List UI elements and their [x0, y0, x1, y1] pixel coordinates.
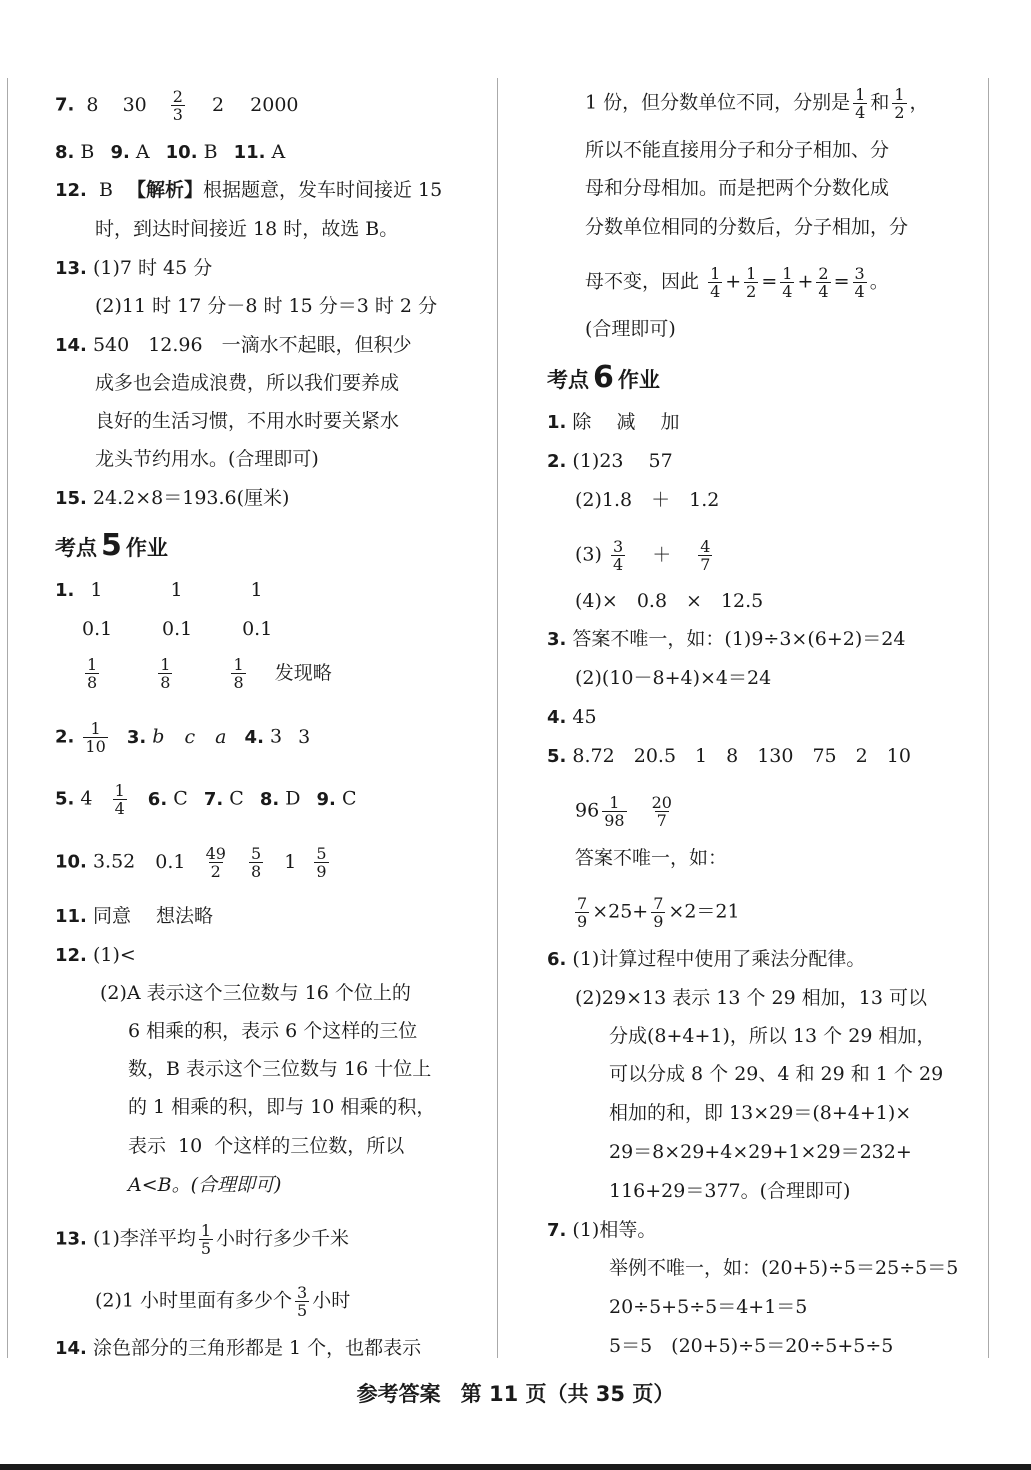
- page-footer: [0, 1378, 1031, 1408]
- fraction: $\frac{1}{2}$: [746, 264, 757, 301]
- s5-answer-12-line6: 表示 10 个这样的三位数，所以: [128, 1135, 405, 1157]
- s6-answer-2-line4: (4)× 0.8 × 12.5: [575, 590, 764, 612]
- continuation-line1: 1 份，但分数单位不同，分别是 $\frac{1}{4}$ 和 $\frac{1}{2}$ ，: [585, 85, 929, 122]
- fraction: $\frac{3}{4}$: [854, 264, 865, 301]
- section-heading-5: 考点 5 作业: [55, 528, 168, 563]
- s6-answer-5-line2: 96 $\frac{1}{98}$ $\frac{20}{7}$: [575, 793, 672, 830]
- answer-15: 15. 24.2×8＝193.6(厘米): [55, 487, 290, 509]
- s5-answer-12-line3: 6 相乘的积，表示 6 个这样的三位: [128, 1020, 418, 1042]
- s5-answer-13-line2: (2)1 小时里面有多少个 $\frac{3}{5}$ 小时: [95, 1283, 351, 1320]
- s5-answers-2-4: 2. $\frac{1}{10}$ 3. b c a 4. 3 3: [55, 719, 311, 756]
- right-margin-rule: [988, 78, 989, 1358]
- s6-answer-6: 6. (1)计算过程中使用了乘法分配律。: [547, 948, 866, 970]
- fraction: $\frac{1}{8}$: [87, 655, 98, 692]
- answer-7: 7. 8 30 $\frac{2}{3}$ 2 2000: [55, 87, 299, 124]
- fraction: $\frac{5}{8}$: [250, 844, 262, 881]
- fraction: $\frac{1}{4}$: [855, 85, 866, 122]
- s6-answer-5: 5. 8.72 20.5 1 8 130 75 2 10: [547, 745, 911, 767]
- continuation-line6: (合理即可): [585, 318, 676, 340]
- s5-answer-1-row1: 1. 1 1 1: [55, 579, 263, 601]
- s5-answer-12-line7: A<B。(合理即可): [128, 1174, 282, 1196]
- fraction: $\frac{4}{7}$: [700, 537, 711, 574]
- s6-answer-6-line3: 分成(8+4+1)，所以 13 个 29 相加，: [609, 1025, 936, 1047]
- s6-answer-2: 2. (1)23 57: [547, 450, 673, 472]
- footer-page-number: 第 11 页（共 35 页）: [460, 1382, 675, 1406]
- answer-13: 13. (1)7 时 45 分: [55, 257, 213, 279]
- s6-answer-6-line6: 29＝8×29+4×29+1×29＝232+: [609, 1141, 912, 1163]
- answer-14-line4: 龙头节约用水。(合理即可): [95, 448, 319, 470]
- s6-answer-4: 4. 45: [547, 706, 597, 728]
- fraction: $\frac{2}{3}$: [172, 87, 183, 124]
- answer-14-line2: 成多也会造成浪费，所以我们要养成: [95, 372, 400, 394]
- fraction: $\frac{20}{7}$: [651, 793, 672, 830]
- fraction: $\frac{1}{8}$: [160, 655, 171, 692]
- answer-14: 14. 540 12.96 一滴水不起眼，但积少: [55, 334, 412, 356]
- fraction: $\frac{1}{8}$: [233, 655, 244, 692]
- bottom-border: [0, 1464, 1031, 1470]
- s5-answer-12: 12. (1)<: [55, 944, 136, 966]
- s6-answer-2-line2: (2)1.8 ＋ 1.2: [575, 489, 720, 511]
- s6-answer-3-line2: (2)(10－8+4)×4＝24: [575, 667, 772, 689]
- s5-answer-10: 10. 3.52 0.1 $\frac{49}{2}$ $\frac{5}{8}$ 1 $\frac{5}{9}$: [55, 844, 327, 881]
- s5-answer-14: 14. 涂色部分的三角形都是 1 个，也都表示: [55, 1337, 422, 1359]
- s6-answer-3: 3. 答案不唯一，如：(1)9÷3×(6+2)＝24: [547, 628, 906, 650]
- s6-answer-2-line3: (3) $\frac{3}{4}$ ＋ $\frac{4}{7}$: [575, 537, 711, 574]
- s6-answer-5-line4: $\frac{7}{9}$ ×25+ $\frac{7}{9}$ ×2＝21: [577, 894, 740, 931]
- fraction: $\frac{7}{9}$: [577, 894, 588, 931]
- s6-answer-7: 7. (1)相等。: [547, 1219, 657, 1241]
- s6-answer-1: 1. 除 减 加: [547, 411, 680, 433]
- left-margin-rule: [7, 78, 8, 1358]
- s6-answer-7-line2: 举例不唯一，如：(20+5)÷5＝25÷5＝5: [609, 1257, 959, 1279]
- s5-answer-12-line2: (2)A 表示这个三位数与 16 个位上的: [100, 982, 411, 1004]
- fraction: $\frac{1}{4}$: [710, 264, 721, 301]
- s5-answer-11: 11. 同意 想法略: [55, 905, 213, 927]
- continuation-line4: 分数单位相同的分数后，分子相加，分: [585, 216, 909, 238]
- s6-answer-6-line5: 相加的和，即 13×29＝(8+4+1)×: [609, 1102, 912, 1124]
- s6-answer-6-line4: 可以分成 8 个 29、4 和 29 和 1 个 29: [609, 1063, 944, 1085]
- s5-answer-12-line5: 的 1 相乘的积，即与 10 相乘的积，: [128, 1096, 436, 1118]
- section-heading-6: 考点 6 作业: [547, 360, 660, 395]
- column-divider: [497, 78, 498, 1358]
- s6-answer-5-line3: 答案不唯一，如：: [575, 847, 728, 869]
- s5-answer-12-line4: 数，B 表示这个三位数与 16 十位上: [128, 1058, 432, 1080]
- fraction: $\frac{1}{10}$: [85, 719, 106, 756]
- s5-answer-13: 13. (1)李洋平均 $\frac{1}{5}$ 小时行多少千米: [55, 1221, 350, 1258]
- s6-answer-7-line4: 5＝5 (20+5)÷5＝20÷5+5÷5: [609, 1335, 894, 1357]
- s6-answer-7-line3: 20÷5+5÷5＝4+1＝5: [609, 1296, 808, 1318]
- footer-title: 参考答案: [356, 1382, 441, 1406]
- continuation-line5: 母不变，因此 $\frac{1}{4}$ + $\frac{1}{2}$ = $\frac{1}{4}$ + $\frac{2}{4}$ = $\frac{3}{4}$ 。: [585, 264, 889, 301]
- fraction: $\frac{1}{98}$: [604, 793, 625, 830]
- fraction: $\frac{1}{5}$: [200, 1221, 212, 1258]
- continuation-line2: 所以不能直接用分子和分子相加、分: [585, 139, 890, 161]
- s6-answer-6-line2: (2)29×13 表示 13 个 29 相加，13 可以: [575, 987, 927, 1009]
- answer-13-line2: (2)11 时 17 分－8 时 15 分＝3 时 2 分: [95, 295, 438, 317]
- answer-12: 12. B 【解析】根据题意，发车时间接近 15: [55, 179, 443, 201]
- s5-answer-1-row2: 0.1 0.1 0.1: [82, 618, 273, 640]
- fraction: $\frac{7}{9}$: [653, 894, 664, 931]
- answer-14-line3: 良好的生活习惯，不用水时要关紧水: [95, 410, 400, 432]
- fraction: $\frac{1}{4}$: [114, 781, 125, 818]
- fraction: $\frac{3}{4}$: [612, 537, 624, 574]
- answer-12-line2: 时，到达时间接近 18 时，故选 B。: [95, 218, 399, 240]
- s5-answers-5-9: 5. 4 $\frac{1}{4}$ 6. C 7. C 8. D 9. C: [55, 781, 357, 818]
- fraction: $\frac{1}{2}$: [894, 85, 905, 122]
- continuation-line3: 母和分母相加。而是把两个分数化成: [585, 177, 890, 199]
- s6-answer-6-line7: 116+29＝377。(合理即可): [609, 1180, 851, 1202]
- s5-answer-1-row3: $\frac{1}{8}$ $\frac{1}{8}$ $\frac{1}{8}$ 发现略: [87, 655, 332, 692]
- answers-8-11: 8. B 9. A 10. B 11. A: [55, 141, 286, 163]
- fraction: $\frac{3}{5}$: [297, 1283, 308, 1320]
- fraction: $\frac{49}{2}$: [205, 844, 226, 881]
- fraction: $\frac{2}{4}$: [818, 264, 829, 301]
- fraction: $\frac{5}{9}$: [316, 844, 327, 881]
- fraction: $\frac{1}{4}$: [782, 264, 793, 301]
